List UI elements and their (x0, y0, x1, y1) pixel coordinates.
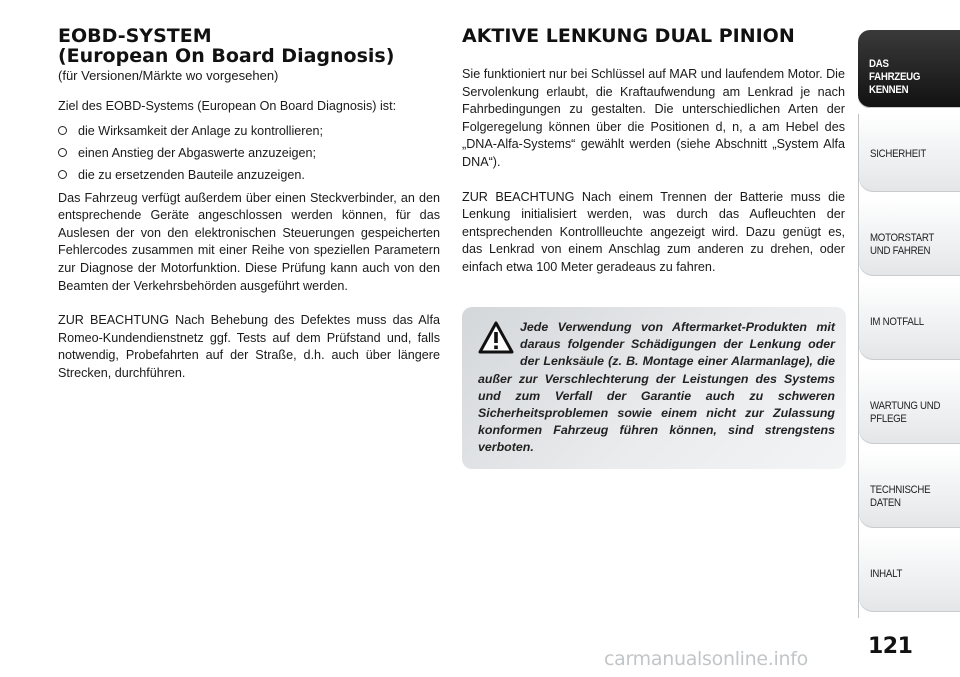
tab-label: SICHERHEIT (870, 148, 926, 160)
tab-technische-daten[interactable] (858, 450, 960, 534)
tab-inhalt[interactable] (858, 534, 960, 618)
eobd-section (58, 26, 440, 383)
steering-title: AKTIVE LENKUNG DUAL PINION (462, 25, 795, 47)
tab-motorstart-und-fahren[interactable] (858, 198, 960, 282)
eobd-subtitle: (für Versionen/Märkte wo vorgesehen) (58, 68, 279, 83)
tab-wartung-und-pflege[interactable] (858, 366, 960, 450)
warning-box (462, 307, 846, 469)
tab-label: WARTUNG UND PFLEGE (870, 400, 941, 425)
list-item (58, 142, 440, 164)
chapter-nav (858, 30, 960, 618)
list-item (58, 120, 440, 142)
eobd-paragraph-note: ZUR BEACHTUNG Nach Behebung des Defektes muss das Alfa Romeo-Kundendienstnetz ggf. Tests auf dem Prüfstand und, falls notwendig, Probefahrten auf der Straße, d.h. auch über längere Strecken, durchführen. (58, 313, 440, 380)
eobd-title-line1: EOBD-SYSTEM (58, 25, 212, 47)
bullet-text: einen Anstieg der Abgaswerte anzuzeigen; (78, 145, 317, 160)
tab-label: MOTORSTART UND FAHREN (870, 232, 934, 257)
tab-sicherheit[interactable] (858, 114, 960, 198)
warning-text: Jede Verwendung von Aftermarket-Produkten mit daraus folgender Schädigungen der Lenkung oder der Lenksäule (z. B. Montage einer Alarmanlage), die außer zur Verschlechterung der Leistungen des Systems und zum Verfall der Garantie auch zu schweren Sicherheitsproblemen sowie einem nicht zur Zulassung konformen Fahrzeug führen können, sind strengstens verboten. (478, 320, 835, 455)
page-number: 121 (868, 634, 913, 659)
steering-section (462, 26, 845, 277)
tab-das-fahrzeug-kennen[interactable] (858, 30, 960, 114)
tab-label: DAS FAHRZEUG KENNEN (869, 58, 921, 96)
warning-text-container (478, 319, 835, 457)
eobd-bullet-list (58, 120, 440, 186)
list-item (58, 164, 440, 186)
tab-label: IM NOTFALL (870, 316, 924, 328)
eobd-title-line2: (European On Board Diagnosis) (58, 45, 395, 67)
bullet-text: die Wirksamkeit der Anlage zu kontrollieren; (78, 123, 323, 138)
tab-label: TECHNISCHE DATEN (870, 484, 931, 509)
steering-paragraph-note: ZUR BEACHTUNG Nach einem Trennen der Batterie muss die Lenkung initialisiert werden, was durch das Aufleuchten der entsprechenden Kontrollleuchte angezeigt wird. Dazu genügt es, das Lenkrad von einem Anschlag zum anderen zu drehen, oder einfach etwa 100 Meter geradeaus zu fahren. (462, 189, 845, 274)
eobd-title (58, 26, 440, 66)
tab-im-notfall[interactable] (858, 282, 960, 366)
eobd-intro: Ziel des EOBD-Systems (European On Board Diagnosis) ist: (58, 99, 397, 113)
bullet-text: die zu ersetzenden Bauteile anzuzeigen. (78, 167, 305, 182)
bullet-circle-icon (58, 126, 67, 135)
bullet-circle-icon (58, 148, 67, 157)
eobd-paragraph-connector: Das Fahrzeug verfügt außerdem über einen Steckverbinder, an den entsprechende Geräte angeschlossen werden können, für das Auslesen der von den elektronischen Steuerungen gespeicherten Fehlercodes zusammen mit einer Reihe von speziellen Parametern zur Diagnose der Motorfunktion. Diese Prüfung kann auch von den Beamten der Verkehrsbehörden ausgeführt werden. (58, 190, 440, 293)
watermark: carmanualsonline.info (604, 648, 808, 670)
tab-label: INHALT (870, 568, 903, 580)
bullet-circle-icon (58, 170, 67, 179)
steering-paragraph-function: Sie funktioniert nur bei Schlüssel auf MAR und laufendem Motor. Die Servolenkung erlaubt, die Kraftaufwendung am Lenkrad je nach Fahrbedingungen zu gestalten. Die unterschiedlichen Arten der Folgeregelung können über die Positionen d, n, a am Hebel des „DNA-Alfa-Systems“ gewählt werden (siehe Abschnitt „System Alfa DNA“). (462, 67, 845, 169)
